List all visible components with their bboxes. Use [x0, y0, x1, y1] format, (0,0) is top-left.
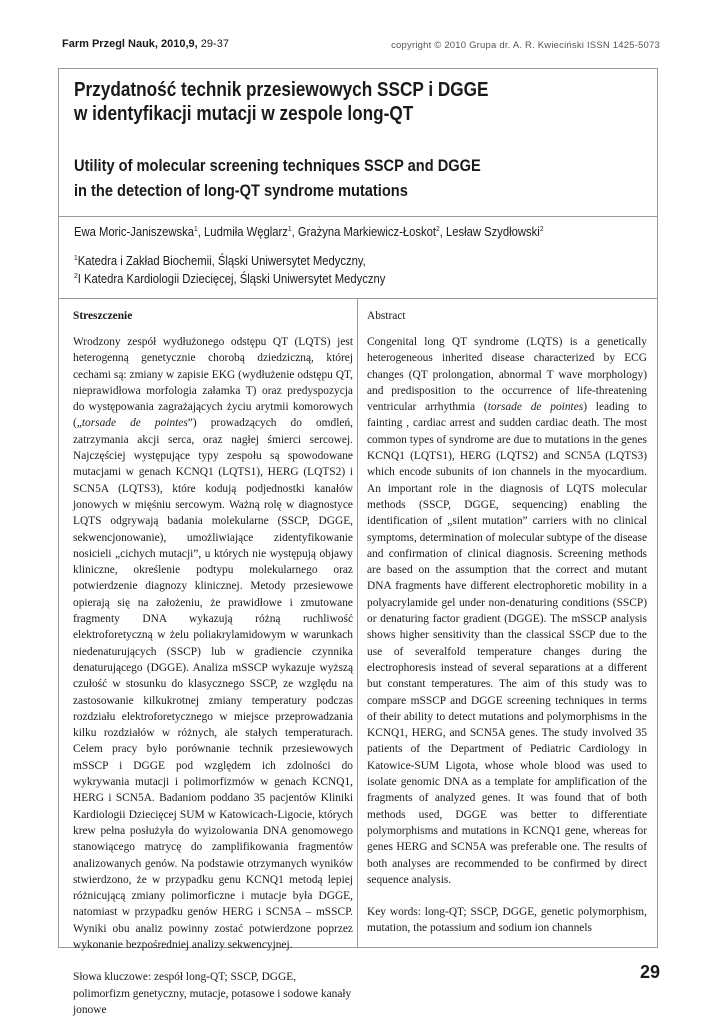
affiliation-text: I Katedra Kardiologii Dziecięcej, Śląski Uniwersytet Medyczny: [77, 272, 386, 286]
author-name: Ludmiła Węglarz: [204, 225, 288, 239]
divider-title: [58, 216, 658, 217]
streszczenie-italic-term: torsade de pointes: [81, 417, 188, 430]
title-polish-line-2: w identyfikacji mutacji w zespole long-QT: [74, 103, 414, 125]
streszczenie-heading: Streszczenie: [73, 310, 133, 322]
streszczenie-text-part: ”) prowadzących do omdleń, zatrzymania akcji serca, oraz nagłej śmierci sercowej. Najczęściej występujące typy zespołu są spowodowane mutacjami w genach KCNQ1 (LQTS1), HERG (LQTS2) i SCN5A (LQTS3), które kodują podjednostki kanałów jonowych w mięśniu sercowym. Ważną rolę w diagnostyce LQTS odgrywają badania molekularne (SSCP, DGGE, sekwencjonowanie), umożliwiające zidentyfikowanie nosicieli „cichych mutacji”, u których nie występują objawy kliniczne, określenie podtypu molekularnego oraz potwierdzenie diagnozy klinicznej. Metody przesiewowe opierają się na założeniu, że prawidłowe i zmutowane fragmenty DNA wykazują różną ruchliwość elektroforetyczną w żelu poliakrylamidowym w warunkach niedenaturujących (SSCP) lub w gradiencie czynnika denaturującego (DGGE). Analiza mSSCP wykazuje wyższą czułość w stosunku do klasycznego SSCP, ze względu na zastosowanie kilkukrotnej zmiany temperatury podczas rozdziału elektroforetycznego w miejsce przeprowadzania kilku rozdziałów w różnych, ale stałych temperaturach. Celem pracy było porównanie technik przesiewowych mSSCP i DGGE pod względem ich zdolności do wykrywania mutacji i polimorfizmów w genach KCNQ1, HERG i SCN5A. Badaniom poddano 35 pacjentów Kliniki Kardiologii Dziecięcej SUM w Katowicach-Ligocie, których krew pełna posłużyła do wyizolowania DNA genomowego stanowiącego matrycę do zamplifikowania fragmentów analizowanych genów. Na podstawie otrzymanych wyników stwierdzono, że w przypadku genu KCNQ1 metodą lepiej różnicującą zmiany polimorficzne i mutacje była DGGE, natomiast w przypadku genów HERG i SCN5A – mSSCP. Wyniki obu analiz powinny zostać potwierdzone poprzez wykonanie bezpośredniej analizy sekwencyjnej.: [73, 417, 353, 951]
column-divider: [357, 299, 358, 948]
title-block: [74, 78, 634, 203]
streszczenie-text-part: Wrodzony zespół wydłużonego odstępu QT (LQTS) jest heterogenną genetycznie chorobą dziedziczną, której cechami są: zmiany w zapisie EKG (wydłużenie odstępu QT, nieprawidłowa morfologia załamka T) oraz predyspozycja do występowania zagrażających życiu arytmii komorowych („: [73, 336, 353, 430]
affiliation-2: [74, 272, 385, 286]
abstract-keywords: Key words: long-QT; SSCP, DGGE, genetic polymorphism, mutation, the potassium and sodium ion channels: [367, 906, 647, 935]
author-affiliation-mark: 2: [436, 224, 440, 233]
affiliation-number: 2: [74, 271, 78, 280]
streszczenie-keywords: Słowa kluczowe: zespół long-QT; SSCP, DGGE, polimorfizm genetyczny, mutacje, potasowe i sodowe kanały jonowe: [73, 971, 352, 1016]
author-separator: ,: [439, 225, 447, 239]
journal-name: Farm Przegl Nauk, 2010,9,: [62, 38, 198, 50]
abstract-heading: Abstract: [367, 310, 406, 322]
author-affiliation-mark: 2: [539, 224, 544, 233]
affiliation-number: 1: [74, 253, 78, 262]
abstract-column: [367, 308, 647, 937]
streszczenie-body: [73, 334, 353, 953]
author-separator: ,: [197, 225, 205, 239]
divider-abstracts: [58, 298, 658, 299]
abstract-text-part: ) leading to fainting , cardiac arrest and sudden cardiac death. The most common types of syndrome are due to mutations in the genes KCNQ1 (LQTS1), HERG (LQTS2) and SCN5A (LQTS3) which encode subunits of ion channels in the myocardium. An important role in the diagnosis of LQTS molecular methods (SSCP, DGGE, sequencing) enabling the identification of „silent mutation” carriers with no clinical symptoms, determination of molecular subtype of the disease and confirmation of clinical diagnosis. Screening methods are based on the assumption that the correct and mutant DNA fragments have different electrophoretic mobility in a polyacrylamide gel under non-denaturing conditions (SSCP) or denaturing factor gradient (DGGE). The mSSCP analysis shows higher sensitivity than the classical SSCP due to the use of severalfold temperature changes during the electrophoresis instead of several separations at a different but constant temperatures. The aim of this study was to compare mSSCP and DGGE screening techniques in terms of their ability to detect mutations and polymorphisms in the KCNQ1, HERG, and SCN5A genes. The study involved 35 patients of the Department of Pediatric Cardiology in Katowice-SUM Ligota, whose whole blood was used to isolate genomic DNA as a template for amplification of the fragments of analyzed genes. It was found that of both methods used, DGGE was better to differentiate polymorphisms and mutations in KCNQ1 gene, whereas for genes HERG and SCN5A was preferable one. The results of both analyses are recommended to be confirmed by direct sequence analysis.: [367, 401, 647, 886]
title-polish-line-1: Przydatność technik przesiewowych SSCP i DGGE: [74, 79, 489, 101]
title-english-line-1: Utility of molecular screening techniques SSCP and DGGE: [74, 156, 481, 175]
author-separator: ,: [291, 225, 298, 239]
abstract-italic-term: torsade de pointes: [487, 401, 584, 414]
title-english-line-2: in the detection of long-QT syndrome mutations: [74, 181, 408, 200]
author-affiliation-mark: 1: [194, 224, 198, 233]
author-name: Grażyna Markiewicz-Łoskot: [297, 225, 437, 239]
journal-pages: 29-37: [200, 38, 229, 50]
affiliation-text: Katedra i Zakład Biochemii, Śląski Uniwersytet Medyczny,: [77, 254, 366, 268]
copyright-line: copyright © 2010 Grupa dr. A. R. Kwieciński ISSN 1425-5073: [391, 40, 660, 51]
affiliation-1: [74, 254, 366, 268]
abstract-body: [367, 334, 647, 888]
journal-citation: [62, 38, 229, 50]
abstract-text-part: Congenital long QT syndrome (LQTS) is a genetically heterogeneous inherited disease characterized by ECG changes (QT prolongation, abnormal T wave morphology) and predisposition to the occurrence of life-threatening ventricular arrhythmia (: [367, 336, 647, 414]
streszczenie-column: [73, 308, 353, 1018]
author-affiliation-mark: 1: [287, 224, 292, 233]
author-name: Ewa Moric-Janiszewska: [74, 225, 195, 239]
author-list: [74, 225, 544, 239]
author-name: Lesław Szydłowski: [446, 225, 540, 239]
page-number: 29: [639, 962, 660, 982]
